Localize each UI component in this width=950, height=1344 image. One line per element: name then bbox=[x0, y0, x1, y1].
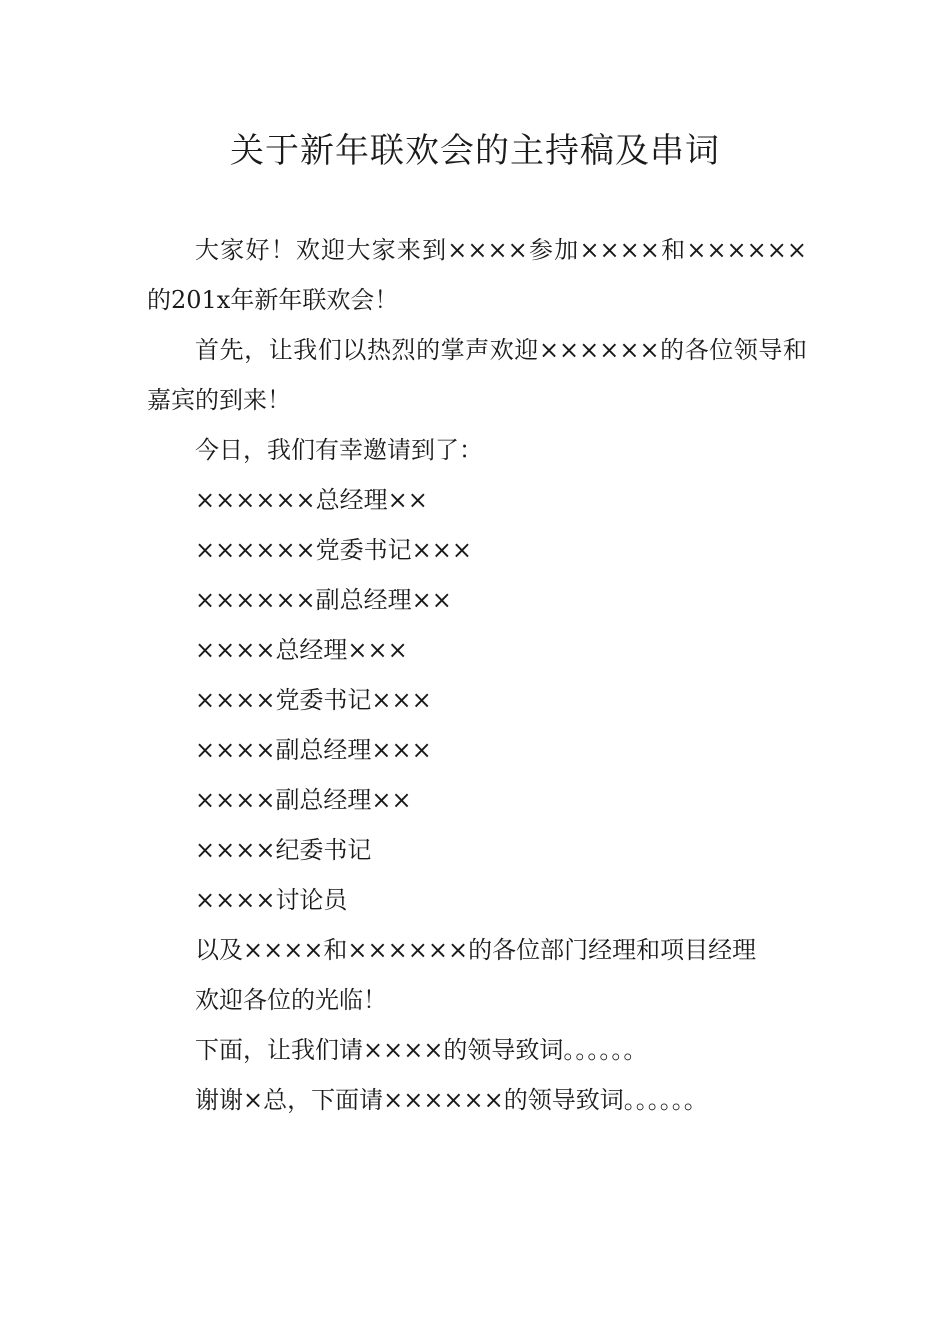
document-title: 关于新年联欢会的主持稿及串词 bbox=[230, 131, 720, 171]
paragraph-first-speech: 下面，让我们请××××的领导致词。。。。。。 bbox=[195, 1036, 648, 1064]
guest-list-item: ××××纪委书记 bbox=[195, 836, 372, 864]
paragraph-welcome-all: 欢迎各位的光临！ bbox=[195, 986, 387, 1014]
paragraph-invited-intro: 今日，我们有幸邀请到了： bbox=[195, 436, 483, 464]
paragraph-welcome-leaders: 首先，让我们以热烈的掌声欢迎××××××的各位领导和嘉宾的到来！ bbox=[147, 336, 807, 414]
guest-list-item: ××××××副总经理×× bbox=[195, 586, 452, 614]
guest-list-item: ××××总经理××× bbox=[195, 636, 408, 664]
paragraph-greeting: 大家好！欢迎大家来到××××参加××××和××××××的201x年新年联欢会！ bbox=[147, 236, 807, 314]
guest-list-item: ××××××总经理×× bbox=[195, 486, 428, 514]
guest-list-item: ××××党委书记××× bbox=[195, 686, 432, 714]
guest-list-item: ××××××党委书记××× bbox=[195, 536, 472, 564]
guest-list-item: ××××副总经理××× bbox=[195, 736, 432, 764]
guest-list-item: ××××副总经理×× bbox=[195, 786, 412, 814]
paragraph-managers: 以及××××和××××××的各位部门经理和项目经理 bbox=[195, 936, 757, 964]
document-body bbox=[147, 225, 807, 1125]
paragraph-second-speech: 谢谢×总，下面请××××××的领导致词。。。。。。 bbox=[195, 1086, 708, 1114]
guest-list-item: ××××讨论员 bbox=[195, 886, 348, 914]
